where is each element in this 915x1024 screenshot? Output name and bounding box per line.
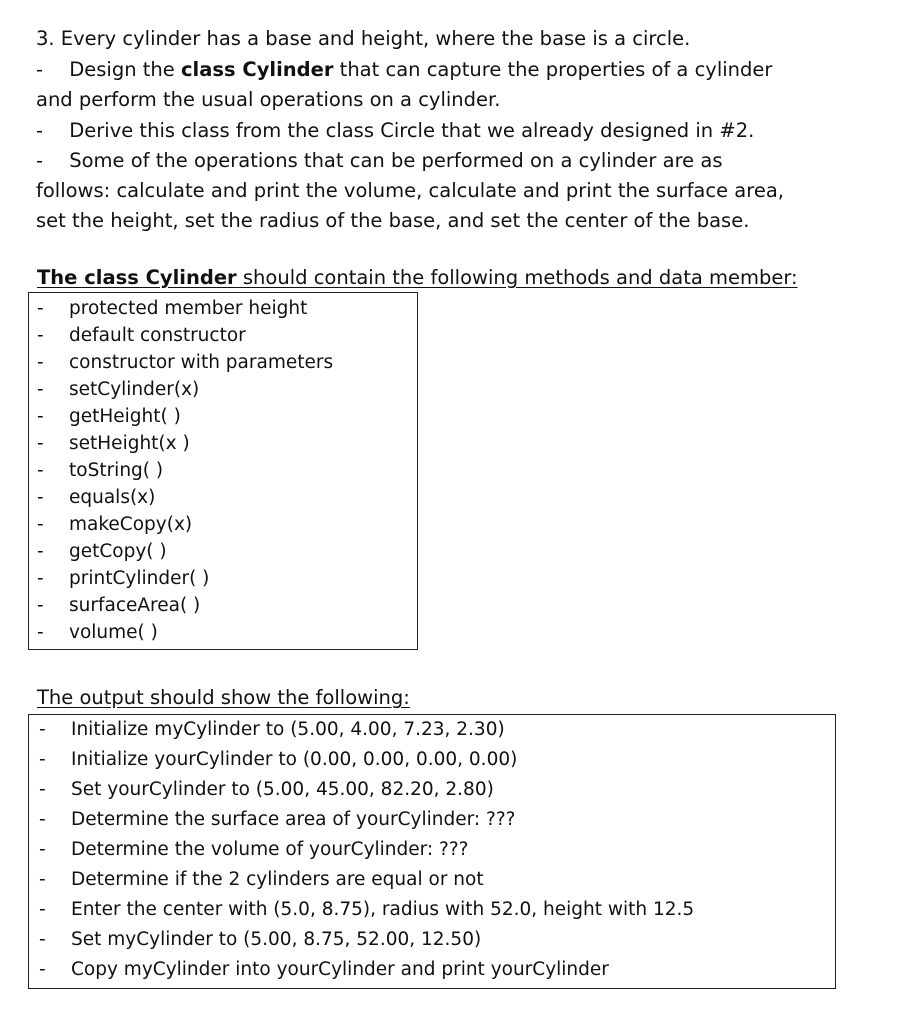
intro-line-5-text: Some of the operations that can be performed on a cylinder are as xyxy=(69,149,723,172)
methods-heading-bold: The class Cylinder xyxy=(37,266,237,289)
methods-box: - protected member height - default constructor - constructor with parameters - setCylinder(x) - getHeight( ) - setHeight(x ) - toString( ) - equals(x) - makeCopy(x) - getCopy( ) - printCylinder( ) - surfaceArea( ) - volume( ) xyxy=(28,292,418,650)
intro-line-4-text: Derive this class from the class Circle that we already designed in #2. xyxy=(69,119,755,142)
intro-line-1: 3. Every cylinder has a base and height, where the base is a circle. xyxy=(36,27,691,50)
methods-heading xyxy=(37,266,798,289)
intro-line-2-pre: Design the xyxy=(69,58,175,81)
intro-line-4 xyxy=(36,119,754,142)
intro-dash: - xyxy=(36,119,44,142)
intro-line-2 xyxy=(36,58,772,81)
output-box: - Initialize myCylinder to (5.00, 4.00, 7.23, 2.30) - Initialize yourCylinder to (0.00, 0.00, 0.00, 0.00) - Set yourCylinder to (5.00, 45.00, 82.20, 2.80) - Determine the surface area of yourCylinder: ??? - Determine the volume of yourCylinder: ??? - Determine if the 2 cylinders are equal or not - Enter the center with (5.0, 8.75), radius with 52.0, height with 12.5 - Set myCylinder to (5.00, 8.75, 52.00, 12.50) - Copy myCylinder into yourCylinder and print yourCylinder xyxy=(28,714,836,989)
intro-line-2-post: that can capture the properties of a cylinder xyxy=(339,58,773,81)
intro-line-6: follows: calculate and print the volume, calculate and print the surface area, xyxy=(36,179,784,202)
intro-dash: - xyxy=(36,149,44,172)
intro-line-7: set the height, set the radius of the base, and set the center of the base. xyxy=(36,209,750,232)
intro-line-3: and perform the usual operations on a cylinder. xyxy=(36,88,501,111)
intro-dash: - xyxy=(36,58,44,81)
output-heading: The output should show the following: xyxy=(37,686,410,709)
intro-line-2-bold: class Cylinder xyxy=(180,58,334,81)
methods-heading-rest: should contain the following methods and data member: xyxy=(242,266,798,289)
intro-line-5 xyxy=(36,149,722,172)
